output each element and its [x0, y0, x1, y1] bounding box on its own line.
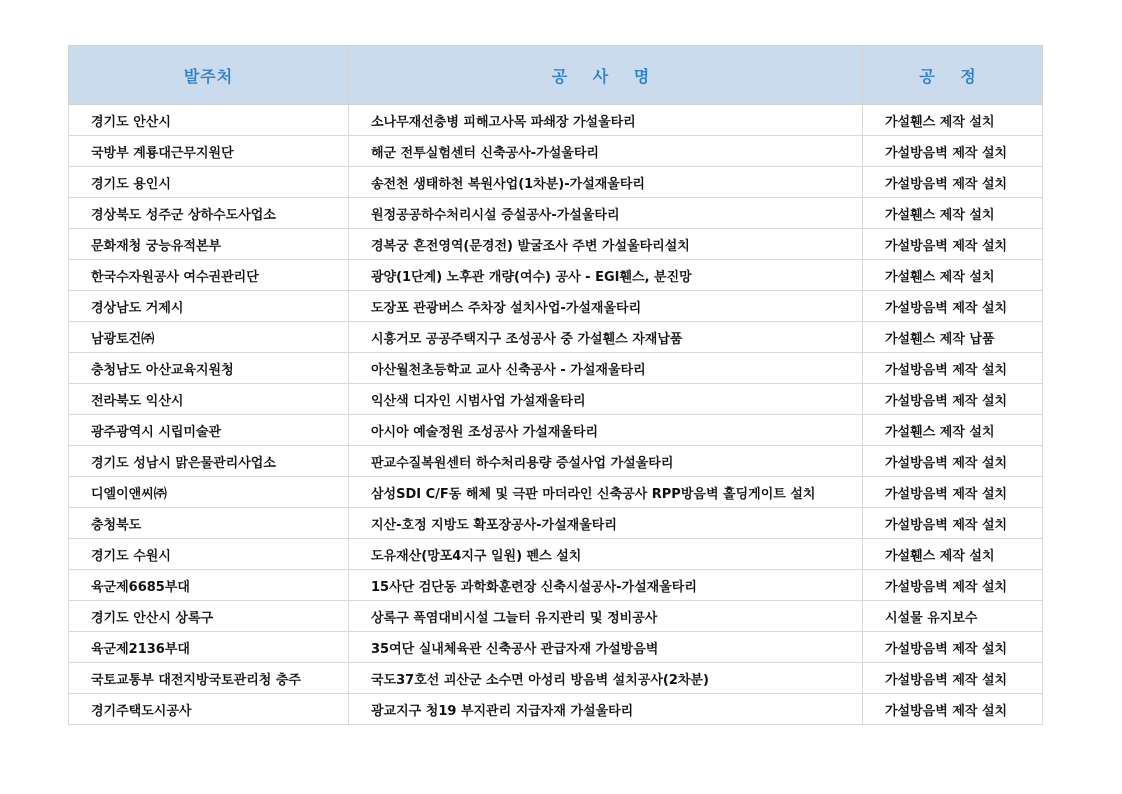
process-cell: 시설물 유지보수: [863, 601, 1043, 632]
process-cell: 가설방음벽 제작 설치: [863, 508, 1043, 539]
table-row: [69, 384, 1043, 415]
process-cell: 가설방음벽 제작 설치: [863, 663, 1043, 694]
client-cell: 육군제2136부대: [69, 632, 349, 663]
project-cell: 도유재산(망포4지구 일원) 펜스 설치: [349, 539, 863, 570]
table-row: [69, 508, 1043, 539]
table-row: [69, 229, 1043, 260]
client-cell: 경기도 성남시 맑은물관리사업소: [69, 446, 349, 477]
project-cell: 송전천 생태하천 복원사업(1차분)-가설재울타리: [349, 167, 863, 198]
table-row: [69, 601, 1043, 632]
table-row: [69, 136, 1043, 167]
project-cell: 익산색 디자인 시범사업 가설재울타리: [349, 384, 863, 415]
client-cell: 충청북도: [69, 508, 349, 539]
table-row: [69, 198, 1043, 229]
process-cell: 가설방음벽 제작 설치: [863, 291, 1043, 322]
process-cell: 가설방음벽 제작 설치: [863, 446, 1043, 477]
project-cell: 상록구 폭염대비시설 그늘터 유지관리 및 정비공사: [349, 601, 863, 632]
client-cell: 경기주택도시공사: [69, 694, 349, 725]
client-cell: 충청남도 아산교육지원청: [69, 353, 349, 384]
project-cell: 광교지구 청19 부지관리 지급자재 가설울타리: [349, 694, 863, 725]
process-cell: 가설방음벽 제작 설치: [863, 167, 1043, 198]
client-cell: 경기도 안산시: [69, 105, 349, 136]
project-cell: 원정공공하수처리시설 증설공사-가설울타리: [349, 198, 863, 229]
project-cell: 해군 전투실험센터 신축공사-가설울타리: [349, 136, 863, 167]
process-cell: 가설방음벽 제작 설치: [863, 353, 1043, 384]
table-row: [69, 694, 1043, 725]
client-cell: 경상남도 거제시: [69, 291, 349, 322]
table-row: [69, 353, 1043, 384]
client-cell: 경기도 용인시: [69, 167, 349, 198]
header-project: 공 사 명: [349, 46, 863, 105]
project-cell: 도장포 관광버스 주차장 설치사업-가설재울타리: [349, 291, 863, 322]
table-row: [69, 477, 1043, 508]
project-cell: 아산월천초등학교 교사 신축공사 - 가설재울타리: [349, 353, 863, 384]
process-cell: 가설방음벽 제작 설치: [863, 229, 1043, 260]
project-cell: 경복궁 흔전영역(문경전) 발굴조사 주변 가설울타리설치: [349, 229, 863, 260]
header-process: 공 정: [863, 46, 1043, 105]
table-row: [69, 322, 1043, 353]
table-row: [69, 663, 1043, 694]
project-cell: 아시아 예술정원 조성공사 가설재울타리: [349, 415, 863, 446]
header-row: [69, 46, 1043, 105]
client-cell: 경상북도 성주군 상하수도사업소: [69, 198, 349, 229]
header-client: 발주처: [69, 46, 349, 105]
process-cell: 가설방음벽 제작 설치: [863, 570, 1043, 601]
table-row: [69, 415, 1043, 446]
client-cell: 광주광역시 시립미술관: [69, 415, 349, 446]
process-cell: 가설휀스 제작 설치: [863, 198, 1043, 229]
process-cell: 가설방음벽 제작 설치: [863, 384, 1043, 415]
process-cell: 가설휀스 제작 설치: [863, 539, 1043, 570]
process-cell: 가설휀스 제작 납품: [863, 322, 1043, 353]
client-cell: 경기도 안산시 상록구: [69, 601, 349, 632]
project-cell: 15사단 검단동 과학화훈련장 신축시설공사-가설재울타리: [349, 570, 863, 601]
project-cell: 국도37호선 괴산군 소수면 아성리 방음벽 설치공사(2차분): [349, 663, 863, 694]
client-cell: 한국수자원공사 여수권관리단: [69, 260, 349, 291]
table-row: [69, 105, 1043, 136]
client-cell: 국토교통부 대전지방국토관리청 충주: [69, 663, 349, 694]
client-cell: 문화재청 궁능유적본부: [69, 229, 349, 260]
table-row: [69, 291, 1043, 322]
process-cell: 가설방음벽 제작 설치: [863, 136, 1043, 167]
client-cell: 전라북도 익산시: [69, 384, 349, 415]
project-cell: 판교수질복원센터 하수처리용량 증설사업 가설울타리: [349, 446, 863, 477]
project-cell: 시흥거모 공공주택지구 조성공사 중 가설휀스 자재납품: [349, 322, 863, 353]
client-cell: 디엘이앤씨㈜: [69, 477, 349, 508]
table-row: [69, 446, 1043, 477]
table-row: [69, 260, 1043, 291]
project-cell: 삼성SDI C/F동 해체 및 극판 마더라인 신축공사 RPP방음벽 홀딩게이트 설치: [349, 477, 863, 508]
table-row: [69, 632, 1043, 663]
project-cell: 광양(1단계) 노후관 개량(여수) 공사 - EGI휀스, 분진망: [349, 260, 863, 291]
client-cell: 국방부 계룡대근무지원단: [69, 136, 349, 167]
client-cell: 경기도 수원시: [69, 539, 349, 570]
table-row: [69, 539, 1043, 570]
project-cell: 지산-호정 지방도 확포장공사-가설재울타리: [349, 508, 863, 539]
project-list-sheet: [68, 45, 1042, 725]
table-row: [69, 570, 1043, 601]
project-table: [68, 45, 1043, 725]
process-cell: 가설방음벽 제작 설치: [863, 632, 1043, 663]
client-cell: 남광토건㈜: [69, 322, 349, 353]
process-cell: 가설휀스 제작 설치: [863, 260, 1043, 291]
table-row: [69, 167, 1043, 198]
project-cell: 35여단 실내체육관 신축공사 관급자재 가설방음벽: [349, 632, 863, 663]
project-cell: 소나무재선충병 피해고사목 파쇄장 가설울타리: [349, 105, 863, 136]
process-cell: 가설방음벽 제작 설치: [863, 477, 1043, 508]
process-cell: 가설휀스 제작 설치: [863, 105, 1043, 136]
process-cell: 가설휀스 제작 설치: [863, 415, 1043, 446]
client-cell: 육군제6685부대: [69, 570, 349, 601]
process-cell: 가설방음벽 제작 설치: [863, 694, 1043, 725]
